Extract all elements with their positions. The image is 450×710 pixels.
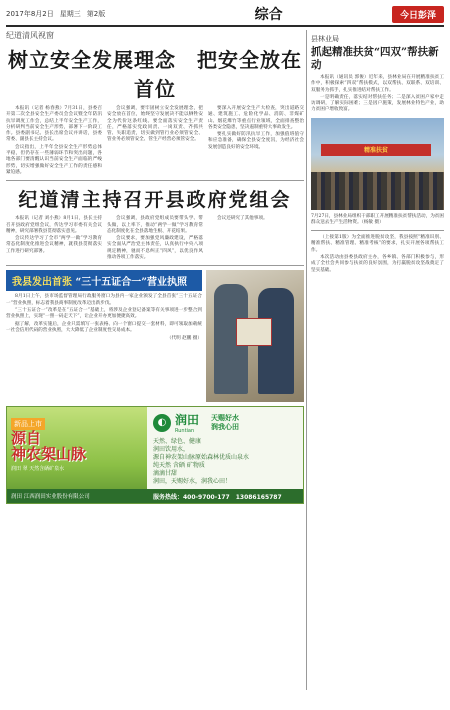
ad-headline-1: 源自 <box>11 429 42 448</box>
photo-banner: 精准扶贫 <box>321 144 431 156</box>
issue-page: 第2版 <box>86 10 106 18</box>
issue-date: 2017年8月2日 <box>6 10 54 18</box>
story2-paragraph: 本报讯（记者 刘小燕）8月1日，县长主持召开县政府党组会议，传达学习市委有关会议精神，研究部署我县贯彻落实意见。 <box>6 216 102 234</box>
side-paragraph: 本次活动由县委县政府主办，各乡镇、各部门积极参与，形成了全社会共同参与扶贫的良好氛围，为打赢脱贫攻坚战奠定了坚实基础。 <box>311 255 444 273</box>
story2-paragraph: 会议传达学习了全市“两学一做”学习教育常态化制度化推进会议精神，就我县贯彻落实工作进行研究部署。 <box>6 236 102 254</box>
divider <box>6 180 304 181</box>
story1-paragraph: 要扎实做好防汛抗旱工作，加强值班值守和应急准备，确保全县安全度汛，为经济社会发展创造良好的安全环境。 <box>208 132 304 150</box>
ad-company: 润田 江西润田实业股份有限公司 <box>7 489 147 503</box>
ad-phone: 服务热线：400-9700-177 13086165787 <box>147 489 303 503</box>
side-paragraph: 本报讯（通讯员 郭俊）近年来，县林业局在开展精准扶贫工作中，积极探索“四双”帮扶模式，以双帮扶、双联系、双培训、双服务为抓手，扎实推进结对帮扶工作。 <box>311 75 444 93</box>
section-title: 综合 <box>254 7 283 23</box>
ad-line: 天然、绿色、健康 <box>153 438 202 446</box>
side-column <box>311 30 444 275</box>
main-column <box>6 30 304 504</box>
ad-brand-en: Runtian <box>175 428 195 435</box>
story1-paragraph: 会议指出，上半年全县安全生产形势总体平稳，但仍存在一些薄弱环节和突出问题，各地各部门要清醒认识当前安全生产面临的严峻形势，切实增强做好安全生产工作的责任感和紧迫感。 <box>6 144 102 175</box>
story2-paragraph: 会议还研究了其他事项。 <box>217 216 268 222</box>
ad-line: 纯天然 含硒 矿物质 <box>153 462 205 470</box>
masthead <box>6 4 444 24</box>
ad-right-panel <box>147 407 303 503</box>
license-certificate <box>236 318 272 346</box>
crowd-figure <box>311 172 444 210</box>
side-paragraph: 一是明确责任，落实结对帮扶任务；二是深入贫困户家中走访调研，了解实际困难；三是因户施策，发展林业特色产业，助力贫困户增收致富。 <box>311 94 444 113</box>
issue-weekday: 星期三 <box>59 10 81 18</box>
ad-slogan-2: 润我心田 <box>211 422 240 431</box>
paper-logo: 今日彭泽 <box>392 6 444 23</box>
divider <box>311 230 444 231</box>
story3-byline: （代明 赵鹏 摄） <box>166 336 202 342</box>
ad-headline-2: 神农架山脉 <box>11 445 87 464</box>
ad-line: 源自神农架山脉原始森林优质山泉水 <box>153 454 250 462</box>
side-headline: 抓起精准扶贫“四双”帮扶新动 <box>311 46 439 71</box>
ad-line: 润田饮用水， <box>153 446 190 454</box>
story1-headline: 树立安全发展理念 把安全放在首位 <box>8 48 302 101</box>
story3 <box>6 270 304 402</box>
story2-paragraph: 会议强调，县政府党组成员要带头学、带头做，以上率下，推动“两学一做”学习教育常态化制度化在全县落地生根、开花结果。 <box>107 216 203 234</box>
ad-mini-text: 润田 翠 天然含硒矿泉水 <box>11 466 65 473</box>
story3-paragraph: 8月1日上午，县市场监督管理局行政服务窗口为县内一家企业颁发了全县首张“三十五证合一”营业执照，标志着我县商事制度改革迈出新步伐。 <box>6 294 202 306</box>
story2-paragraph: 会议要求，要加强党风廉政建设，严格落实全面从严治党主体责任，认真执行中央八项规定精神，驰而不息纠正“四风”，以优良作风推动各项工作落实。 <box>107 236 203 261</box>
story3-paragraph: “三十五证合一”改革是在“五证合一”基础上，将涉及企业登记备案等有关事项进一步整合到营业执照上，实现“一照一码走天下”，让企业开办更加便捷高效。 <box>6 307 202 320</box>
ad-brand <box>153 411 297 434</box>
ad-left-panel <box>7 407 147 503</box>
story1-paragraph: 要深入开展安全生产大检查，突出道路交通、建筑施工、危险化学品、消防、非煤矿山、烟花爆竹等重点行业领域，全面排查整治各类安全隐患，坚决遏制重特大事故发生。 <box>208 106 304 130</box>
story1-paragraph: 会议强调，要牢固树立安全发展理念，把安全放在首位，始终坚守发展决不能以牺牲安全为代价这条红线。要全面落实安全生产责任，严格落实党政同责、一岗双责、齐抓共管、失职追责，切实做到管行业必须管安全、管业务必须管安全、管生产经营必须管安全。 <box>107 106 203 143</box>
ad-tag: 新品上市 <box>11 418 45 430</box>
masthead-meta <box>6 9 105 19</box>
story3-photo <box>206 270 304 402</box>
ad-copy <box>153 438 297 486</box>
story2-body <box>6 216 304 262</box>
side-photo-caption: 7月27日，县林业局组织干部职工开展精准扶贫帮扶活动，为贫困群众送去生产生活物资。（杨敏 摄） <box>311 213 444 225</box>
story1-paragraph: 本报讯（记者 杨春燕）7月31日，县委召开第二次全县安全生产委员会会议暨全年防汛抗旱调度工作会，总结上半年安全生产工作，分析研判当前安全生产形势，部署下一阶段工作。县委副书记、县长出席会议并讲话，县委常委、副县长主持会议。 <box>6 106 102 143</box>
story1-kicker: 纪道清风视窗 <box>6 31 54 40</box>
ad-line: 滴滴甘甜 <box>153 470 178 478</box>
advertisement[interactable] <box>6 406 304 504</box>
side-paragraph: （上接第1版）为全面推进脱贫攻坚，我县按照“精准识别、精准帮扶、精准管理、精准考核”的要求，扎实开展各项帮扶工作。 <box>311 235 444 253</box>
story3-headline-a: 我县发出首张 <box>12 277 72 289</box>
divider <box>6 265 304 266</box>
story1-body <box>6 106 304 177</box>
story3-headline-b: “三十五证合一”营业执照 <box>75 277 187 289</box>
ad-brand-name: 润田 <box>175 413 200 428</box>
column-rule <box>306 30 307 690</box>
story3-headline <box>6 270 202 291</box>
ad-line: 润田，天赐好水，润我心田！ <box>153 478 232 486</box>
water-drop-icon: ◐ <box>153 414 171 432</box>
side-photo <box>311 118 444 210</box>
story2-headline: 纪道清主持召开县政府党组会 <box>18 189 292 212</box>
ad-slogan-1: 天赐好水 <box>211 413 240 422</box>
masthead-rule <box>6 25 444 27</box>
side-kicker: 县林业局 <box>311 35 339 43</box>
story3-paragraph: 据了解，改革实施后，企业只需填写一张表格、向一个窗口提交一套材料，即可领取加载统一社会信用代码的营业执照，大大降低了企业制度性交易成本。 <box>6 321 202 333</box>
